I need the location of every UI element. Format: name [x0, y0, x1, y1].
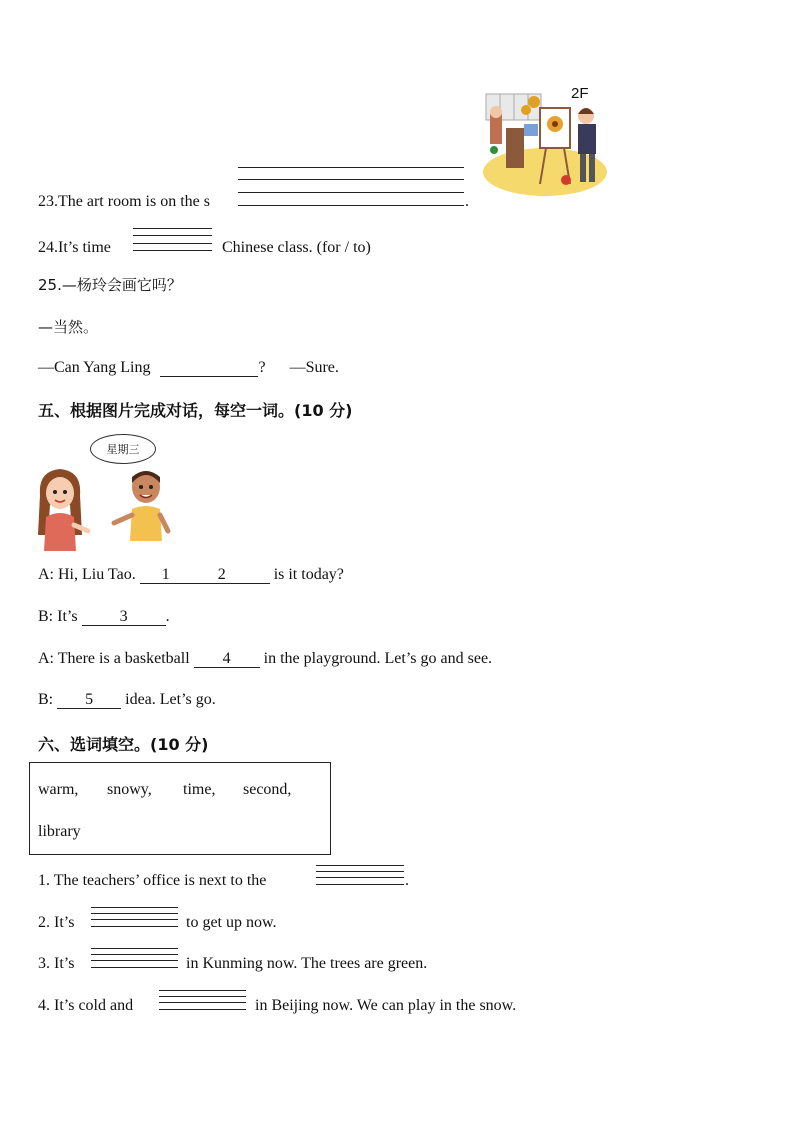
blank-3-number: 3: [119, 608, 128, 625]
dialogue-line-4-end: idea. Let’s go.: [121, 691, 216, 708]
dialogue-line-2: [38, 608, 170, 626]
q23: [38, 193, 210, 211]
blank-2[interactable]: [206, 567, 270, 584]
q25-english-prefix: —Can Yang Ling: [38, 359, 151, 376]
q23-answer-lines[interactable]: [238, 167, 464, 207]
section5-title: 五、根据图片完成对话，每空一词。(10 分): [38, 401, 353, 420]
word-second: second,: [243, 781, 292, 798]
word-time: time,: [183, 781, 216, 798]
item-4-answer-lines[interactable]: [159, 990, 246, 1010]
blank-2-number: 2: [217, 566, 226, 583]
item-4-text: 4. It’s cold and: [38, 997, 134, 1014]
dialogue-line-4: [38, 691, 216, 709]
word-warm: warm,: [38, 781, 79, 798]
dialogue-line-4-start: B:: [38, 691, 58, 708]
dialogue-line-1-start: A: Hi, Liu Tao.: [38, 566, 140, 583]
word-library: library: [38, 823, 81, 840]
dialogue-illustration: [36, 465, 172, 555]
speech-bubble-text: 星期三: [106, 443, 140, 456]
painting-scene-image: [480, 84, 610, 204]
item-2-text: 2. It’s: [38, 914, 75, 931]
art-room-illustration: [480, 84, 610, 204]
q23-period: .: [465, 193, 469, 210]
item-3-answer-lines[interactable]: [91, 948, 178, 968]
blank-3[interactable]: [82, 609, 166, 626]
dialogue-line-1-end: is it today?: [269, 566, 344, 583]
item-3-text: 3. It’s: [38, 955, 75, 972]
q23-text: 23.The art room is on the s: [38, 193, 210, 210]
item-1-end: .: [405, 872, 409, 889]
item-3-end: in Kunming now. The trees are green.: [186, 955, 428, 972]
dialogue-line-3-start: A: There is a basketball: [38, 650, 194, 667]
q24-answer-lines[interactable]: [133, 228, 212, 252]
blank-1[interactable]: [140, 567, 206, 584]
dialogue-line-1: [38, 566, 344, 584]
q25-english: [38, 359, 339, 377]
q25-english-answer: —Sure.: [289, 359, 339, 376]
item-1-answer-lines[interactable]: [316, 865, 404, 885]
q24-suffix: Chinese class. (for / to): [222, 239, 371, 256]
blank-4[interactable]: [194, 651, 260, 668]
item-2-end: to get up now.: [186, 914, 277, 931]
dialogue-line-2-start: B: It’s: [38, 608, 82, 625]
q24-prefix: 24.It’s time: [38, 239, 111, 256]
q25-blank[interactable]: [160, 360, 258, 377]
item-4-end: in Beijing now. We can play in the snow.: [255, 997, 517, 1014]
blank-4-number: 4: [222, 650, 231, 667]
girl-and-boy-image: [36, 465, 172, 555]
blank-5-number: 5: [85, 691, 94, 708]
item-1-text: 1. The teachers’ office is next to the: [38, 872, 267, 889]
section6-title: 六、选词填空。(10 分): [38, 735, 209, 754]
word-snowy: snowy,: [107, 781, 152, 798]
blank-5[interactable]: [57, 692, 121, 709]
blank-1-number: 1: [161, 566, 170, 583]
word-bank-box: [29, 762, 331, 855]
dialogue-line-3-end: in the playground. Let’s go and see.: [259, 650, 493, 667]
floor-label: 2F: [571, 85, 589, 102]
speech-bubble: [90, 434, 156, 464]
item-2-answer-lines[interactable]: [91, 907, 178, 927]
dialogue-line-2-end: .: [165, 608, 170, 625]
q25-chinese-answer: —当然。: [38, 318, 99, 336]
q25-question-mark: ?: [258, 359, 266, 376]
dialogue-line-3: [38, 650, 492, 668]
q25-chinese-question: 25.—杨玲会画它吗？: [38, 276, 182, 294]
